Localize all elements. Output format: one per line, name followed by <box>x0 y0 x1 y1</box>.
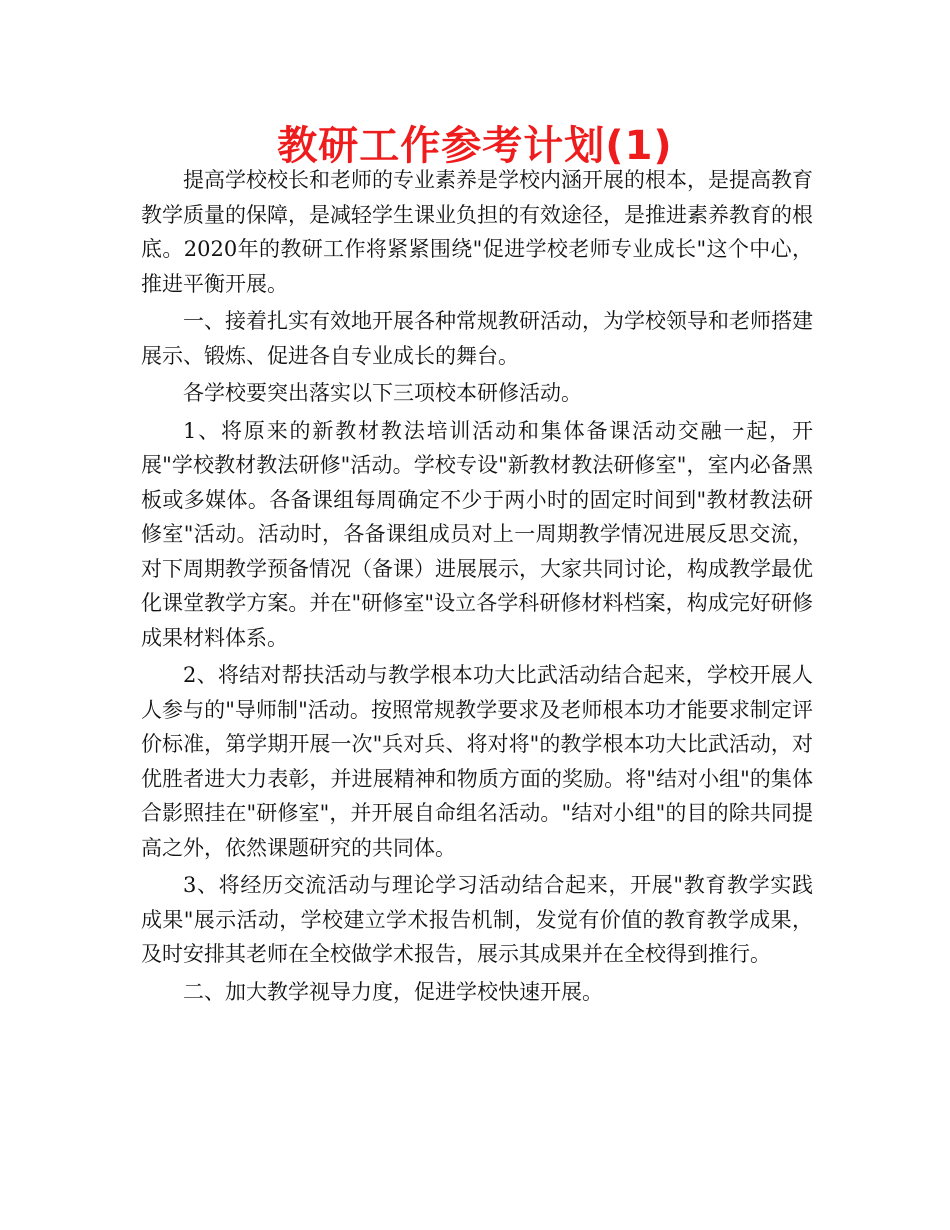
document-title: 教研工作参考计划(1) <box>277 123 673 169</box>
paragraph-item-1: 1、将原来的新教材教法培训活动和集体备课活动交融一起，开展"学校教材教法研修"活动。学校专设"新教材教法研修室"，室内必备黑板或多媒体。各备课组每周确定不少于两小时的固定时间到"教材教法研修室"活动。活动时，各备课组成员对上一周期教学情况进展反思交流，对下周期教学预备情况（备课）进展展示，大家共同讨论，构成教学最优化课堂教学方案。并在"研修室"设立各学科研修材料档案，构成完好研修成果材料体系。 <box>141 418 813 650</box>
paragraph-section-1: 一、接着扎实有效地开展各种常规教研活动，为学校领导和老师搭建展示、锻炼、促进各自专业成长的舞台。 <box>141 309 813 368</box>
paragraph-intro: 提高学校校长和老师的专业素养是学校内涵开展的根本，是提高教育教学质量的保障，是减轻学生课业负担的有效途径，是推进素养教育的根底。2020年的教研工作将紧紧围绕"促进学校老师专业成长"这个中心，推进平衡开展。 <box>141 168 813 296</box>
paragraph-activities-lead: 各学校要突出落实以下三项校本研修活动。 <box>183 381 582 405</box>
document-body <box>141 163 813 1012</box>
paragraph-section-2: 二、加大教学视导力度，促进学校快速开展。 <box>183 979 603 1004</box>
paragraph-item-3: 3、将经历交流活动与理论学习活动结合起来，开展"教育教学实践成果"展示活动，学校建立学术报告机制，发觉有价值的教育教学成果，及时安排其老师在全校做学术报告，展示其成果并在全校得到推行。 <box>141 873 813 966</box>
paragraph-item-2: 2、将结对帮扶活动与教学根本功大比武活动结合起来，学校开展人人参与的"导师制"活动。按照常规教学要求及老师根本功才能要求制定评价标准，第学期开展一次"兵对兵、将对将"的教学根本功大比武活动，对优胜者进大力表彰，并进展精神和物质方面的奖励。将"结对小组"的集体合影照挂在"研修室"，并开展自命组名活动。"结对小组"的目的除共同提高之外，依然课题研究的共同体。 <box>141 663 813 860</box>
